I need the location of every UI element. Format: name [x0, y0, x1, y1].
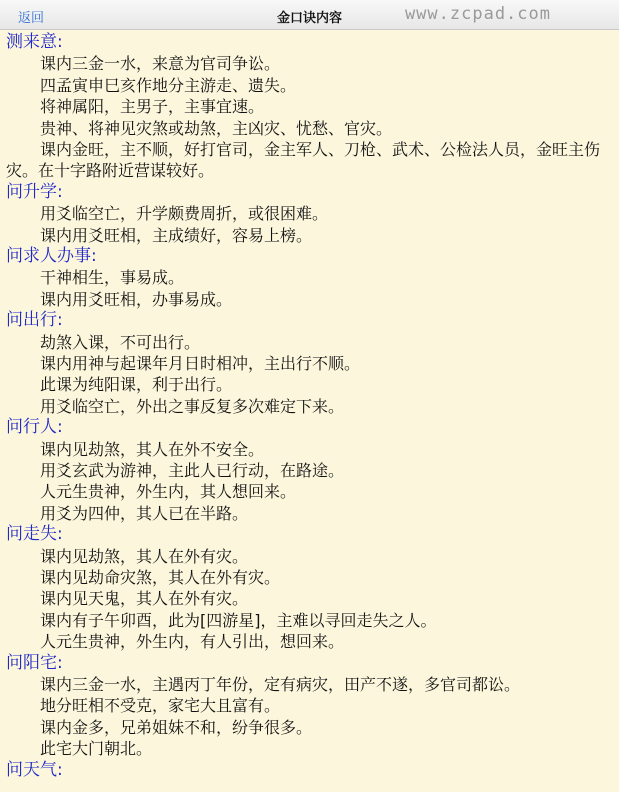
watermark: www.zcpad.com [404, 4, 551, 24]
section-heading: 问出行: [6, 310, 63, 331]
content-line: 课内有子午卯酉，此为[四游星]，主难以寻回走失之人。 [40, 610, 437, 630]
page-title: 金口诀内容 [276, 11, 342, 26]
content-line: 课内见天鬼，其人在外有灾。 [40, 589, 249, 609]
article-content [6, 32, 610, 781]
content-line: 课内用神与起课年月日时相冲，主出行不顺。 [40, 354, 361, 374]
content-line: 课内见劫煞，其人在外有灾。 [40, 546, 249, 566]
content-line: 课内金多，兄弟姐妹不和，纷争很多。 [40, 717, 313, 737]
content-line: 用爻临空亡，外出之事反复多次难定下来。 [40, 396, 345, 416]
content-line: 用爻玄武为游神，主此人已行动，在路途。 [40, 461, 345, 481]
content-line: 四孟寅申巳亥作地分主游走、遗失。 [40, 75, 297, 95]
content-line: 课内金旺，主不顺，好打官司，金主军人、刀枪、武术、公检法人员，金旺主伤灾。在十字路附近营谋较好。 [6, 140, 601, 181]
content-line: 用爻为四仲，其人已在半路。 [40, 503, 249, 523]
content-line: 课内三金一水，来意为官司争讼。 [40, 54, 281, 74]
section-heading: 问阳宅: [6, 652, 63, 673]
section-heading: 问求人办事: [6, 246, 97, 267]
content-line: 课内用爻旺相，办事易成。 [40, 289, 233, 309]
section-heading: 问天气: [6, 759, 63, 780]
content-line: 课内三金一水，主遇丙丁年份，定有病灾，田产不遂，多官司都讼。 [40, 675, 521, 695]
section-heading: 问升学: [6, 181, 63, 202]
content-line: 此课为纯阳课，利于出行。 [40, 375, 233, 395]
content-line: 将神属阳，主男子，主事宜速。 [40, 97, 265, 117]
section-heading: 问行人: [6, 417, 63, 438]
content-line: 人元生贵神，外生内，其人想回来。 [40, 482, 297, 502]
content-line: 地分旺相不受克，家宅大且富有。 [40, 696, 281, 716]
content-line: 干神相生，事易成。 [40, 268, 185, 288]
content-line: 课内用爻旺相，主成绩好，容易上榜。 [40, 225, 313, 245]
content-line: 贵神、将神见灾煞或劫煞，主凶灾、忧愁、官灾。 [40, 118, 393, 138]
content-line: 课内见劫命灾煞，其人在外有灾。 [40, 568, 281, 588]
section-heading: 问走失: [6, 524, 63, 545]
section-heading: 测来意: [6, 32, 63, 52]
content-line: 课内见劫煞，其人在外不安全。 [40, 439, 265, 459]
content-line: 人元生贵神，外生内，有人引出，想回来。 [40, 632, 345, 652]
content-line: 用爻临空亡，升学颇费周折，或很困难。 [40, 204, 329, 224]
content-line: 此宅大门朝北。 [40, 739, 153, 759]
back-button[interactable]: 返回 [18, 11, 45, 26]
content-line: 劫煞入课，不可出行。 [40, 332, 201, 352]
navigation-bar [0, 0, 619, 30]
